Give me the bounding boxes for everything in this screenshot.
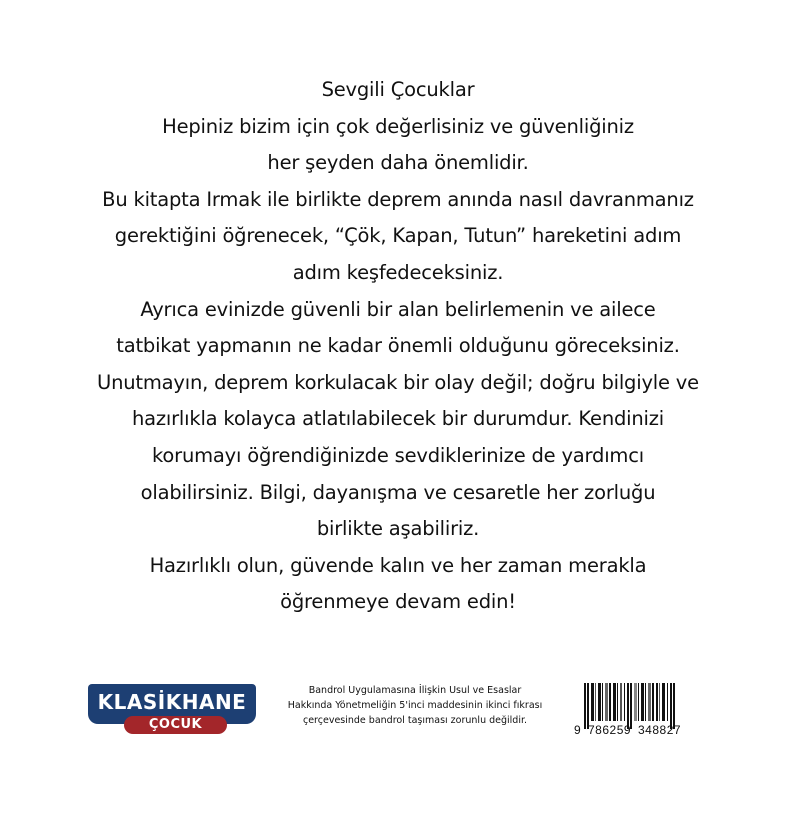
isbn-group-b: 348827 (638, 723, 682, 737)
letter-line: Unutmayın, deprem korkulacak bir olay değil; doğru bilgiyle ve (97, 370, 699, 394)
letter-line: birlikte aşabiliriz. (316, 517, 480, 541)
publisher-name: KLASİKHANE (88, 684, 256, 724)
bandrol-line: çerçevesinde bandrol taşıması zorunlu değildir. (302, 715, 528, 726)
isbn-barcode (574, 683, 694, 741)
letter-line: Bu kitapta Irmak ile birlikte deprem anında nasıl davranmanız (102, 187, 694, 211)
isbn-first-digit: 9 (574, 723, 581, 737)
letter-line: öğrenmeye devam edin! (280, 590, 516, 614)
letter-line: adım keşfedeceksiniz. (292, 260, 504, 284)
letter-text (0, 72, 796, 621)
bandrol-line: Hakkında Yönetmeliğin 5'inci maddesinin ikinci fıkrası (287, 700, 543, 711)
letter-line: gerektiğini öğrenecek, “Çök, Kapan, Tutun” hareketini adım (114, 224, 682, 248)
publisher-imprint: ÇOCUK (124, 716, 227, 734)
letter-line: Hazırlıklı olun, güvende kalın ve her zaman merakla (149, 553, 647, 577)
letter-line: Ayrıca evinizde güvenli bir alan belirlemenin ve ailece (140, 297, 656, 321)
letter-line: tatbikat yapmanın ne kadar önemli olduğunu göreceksiniz. (116, 334, 680, 358)
bandrol-notice (282, 683, 548, 728)
bandrol-line: Bandrol Uygulamasına İlişkin Usul ve Esaslar (308, 685, 522, 696)
letter-line: olabilirsiniz. Bilgi, dayanışma ve cesaretle her zorluğu (140, 480, 656, 504)
letter-title: Sevgili Çocuklar (321, 78, 475, 101)
letter-line: Hepiniz bizim için çok değerlisiniz ve güvenliğiniz (162, 114, 634, 138)
letter-line: her şeyden daha önemlidir. (267, 151, 529, 175)
letter-line: korumayı öğrendiğinizde sevdiklerinize de yardımcı (152, 443, 644, 467)
barcode-bars (584, 683, 684, 727)
letter-line: hazırlıkla kolayca atlatılabilecek bir durumdur. Kendinizi (131, 407, 665, 431)
isbn-group-a: 786259 (588, 723, 632, 737)
publisher-logo (88, 684, 258, 739)
